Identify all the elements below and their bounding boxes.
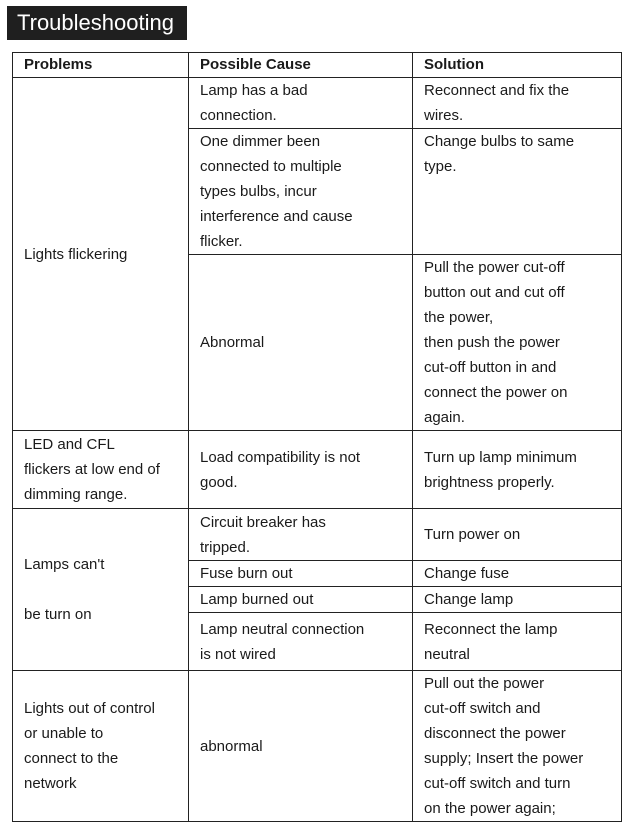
table-header-row xyxy=(13,53,622,78)
cause-cell: Lamp has a bad connection. xyxy=(189,78,413,129)
table-row xyxy=(13,671,622,822)
header-possible-cause: Possible Cause xyxy=(189,53,413,78)
problem-cell: Lights out of control or unable to connect to the network xyxy=(13,671,189,822)
cause-cell: Lamp burned out xyxy=(189,587,413,613)
cause-cell: Circuit breaker has tripped. xyxy=(189,509,413,561)
problem-cell: LED and CFL flickers at low end of dimming range. xyxy=(13,431,189,509)
solution-cell: Turn up lamp minimum brightness properly. xyxy=(413,431,622,509)
solution-cell: Change lamp xyxy=(413,587,622,613)
troubleshooting-table xyxy=(12,52,622,822)
cause-cell: One dimmer been connected to multiple types bulbs, incur interference and cause flicker. xyxy=(189,129,413,255)
cause-cell: Fuse burn out xyxy=(189,561,413,587)
solution-cell: Reconnect the lamp neutral xyxy=(413,613,622,671)
table-row xyxy=(13,509,622,561)
cause-cell: abnormal xyxy=(189,671,413,822)
solution-cell: Pull out the power cut-off switch and disconnect the power supply; Insert the power cut-off switch and turn on the power again; xyxy=(413,671,622,822)
solution-cell: Change fuse xyxy=(413,561,622,587)
header-problems: Problems xyxy=(13,53,189,78)
solution-cell: Pull the power cut-off button out and cut off the power, then push the power cut-off button in and connect the power on again. xyxy=(413,255,622,431)
section-title-bar xyxy=(7,6,187,40)
solution-cell: Turn power on xyxy=(413,509,622,561)
page-title: Troubleshooting xyxy=(17,10,174,35)
table-row xyxy=(13,431,622,509)
table-row xyxy=(13,78,622,129)
cause-cell: Abnormal xyxy=(189,255,413,431)
problem-cell: Lights flickering xyxy=(13,78,189,431)
solution-cell: Change bulbs to same type. xyxy=(413,129,622,255)
cause-cell: Load compatibility is not good. xyxy=(189,431,413,509)
cause-cell: Lamp neutral connection is not wired xyxy=(189,613,413,671)
solution-cell: Reconnect and fix the wires. xyxy=(413,78,622,129)
problem-cell: Lamps can't be turn on xyxy=(13,509,189,671)
header-solution: Solution xyxy=(413,53,622,78)
